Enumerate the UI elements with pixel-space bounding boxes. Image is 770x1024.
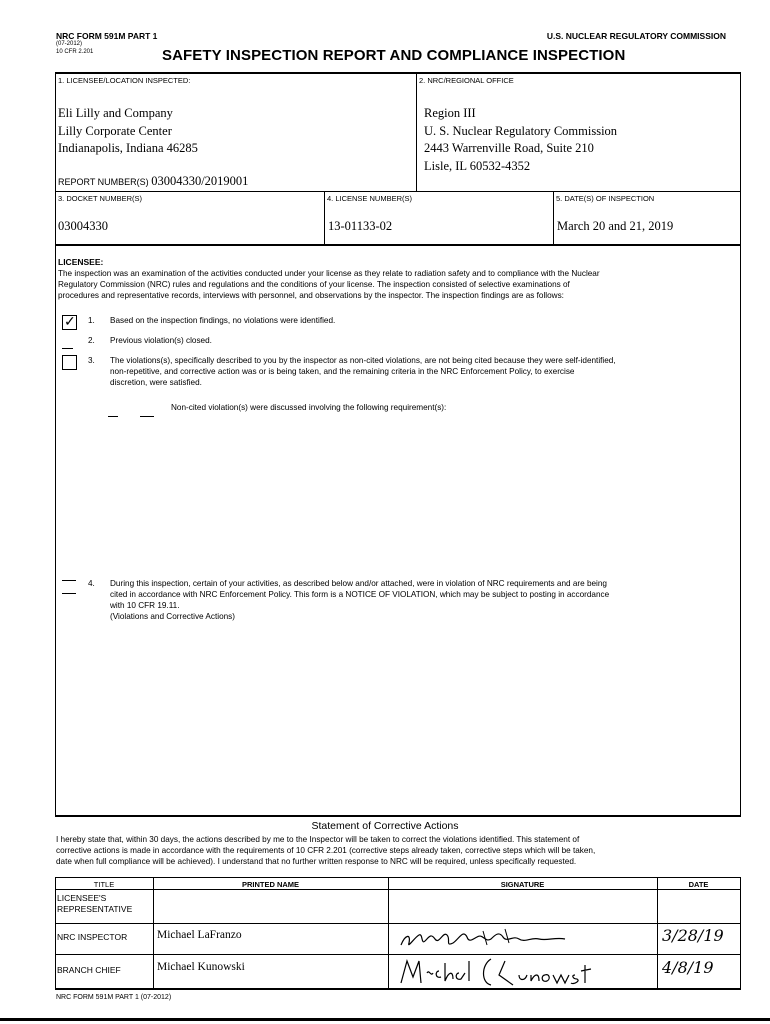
row-title-licensee: LICENSEE'S REPRESENTATIVE xyxy=(57,893,133,914)
regional-line: Lisle, IL 60532-4352 xyxy=(424,158,531,173)
regional-line: U. S. Nuclear Regulatory Commission xyxy=(424,123,618,138)
form-id: NRC FORM 591M PART 1 xyxy=(56,31,158,41)
item3-line: non-repetitive, and corrective action was or is being taken, and the remaining criteria in the NRC Enforcement Policy, to exercise xyxy=(110,367,575,376)
corrective-statement xyxy=(56,834,595,867)
row-title-inspector: NRC INSPECTOR xyxy=(57,932,128,942)
docket-label: 3. DOCKET NUMBER(S) xyxy=(58,194,143,203)
item3-line: The violations(s), specifically described to you by the inspector as non-cited violations, are not being cited because they were self-identified, xyxy=(110,356,616,365)
license-label: 4. LICENSE NUMBER(S) xyxy=(327,194,413,203)
licensee-line: Eli Lilly and Company xyxy=(58,106,173,120)
intro-line: procedures and representative records, interviews with personnel, and observations by the inspector. The inspection findings are as follows: xyxy=(58,291,564,300)
dates-value: March 20 and 21, 2019 xyxy=(557,219,674,233)
item4-line: (Violations and Corrective Actions) xyxy=(110,612,235,621)
item4-checkbox-line[interactable] xyxy=(62,580,76,581)
col-date-header: DATE xyxy=(688,880,709,889)
licensee-line: Lilly Corporate Center xyxy=(58,123,172,138)
regional-line: 2443 Warrenville Road, Suite 210 xyxy=(424,141,594,155)
row-name-branch-chief: Michael Kunowski xyxy=(157,961,245,973)
inspector-signature xyxy=(395,925,595,955)
report-number xyxy=(58,174,248,189)
form-date: (07-2012) xyxy=(56,41,83,47)
row-name-inspector: Michael LaFranzo xyxy=(157,929,242,941)
item4-line: cited in accordance with NRC Enforcement Policy. This form is a NOTICE OF VIOLATION, which may be subject to posting in accordance xyxy=(110,590,610,599)
item2-text: Previous violation(s) closed. xyxy=(110,336,212,345)
regional-line: Region III xyxy=(424,106,476,120)
item2-number: 2. xyxy=(88,336,95,345)
regional-office-label: 2. NRC/REGIONAL OFFICE xyxy=(419,76,514,85)
item2-checkbox-line[interactable] xyxy=(62,348,73,349)
branch-chief-signature xyxy=(395,955,615,989)
corrective-heading: Statement of Corrective Actions xyxy=(311,820,459,832)
item4-number: 4. xyxy=(88,579,95,588)
item3-text xyxy=(110,355,616,388)
intro-line: The inspection was an examination of the activities conducted under your license as they relate to radiation safety and to compliance with the Nuclear xyxy=(58,269,600,278)
licensee-heading: LICENSEE: xyxy=(58,257,104,267)
row-title-branch-chief: BRANCH CHIEF xyxy=(57,965,121,975)
inspection-intro xyxy=(58,268,600,301)
licensee-address xyxy=(58,105,198,158)
licensee-location-label: 1. LICENSEE/LOCATION INSPECTED: xyxy=(58,76,191,85)
item1-checkbox[interactable] xyxy=(62,315,77,330)
item3-line: discretion, were satisfied. xyxy=(110,378,202,387)
non-cited-text: Non-cited violation(s) were discussed involving the following requirement(s): xyxy=(171,403,447,412)
regional-office-address xyxy=(424,105,617,175)
item3-number: 3. xyxy=(88,356,95,365)
intro-line: Regulatory Commission (NRC) rules and regulations and the conditions of your license. The inspection consisted of selective examinations of xyxy=(58,280,570,289)
license-value: 13-01133-02 xyxy=(328,219,393,233)
row-date-inspector: 3/28/19 xyxy=(662,926,724,945)
item1-number: 1. xyxy=(88,316,95,325)
report-number-value: 03004330/2019001 xyxy=(151,174,249,188)
checkmark-icon: ✓ xyxy=(64,315,76,330)
row-date-branch-chief: 4/8/19 xyxy=(662,958,714,977)
corrective-line: corrective actions is made in accordance with the requirements of 10 CFR 2.201 (corrective steps already taken, corrective steps which will be taken, xyxy=(56,846,596,855)
report-number-label: REPORT NUMBER(S) xyxy=(58,177,149,187)
item1-text: Based on the inspection findings, no violations were identified. xyxy=(110,316,336,325)
col-name-header: PRINTED NAME xyxy=(241,880,300,889)
cfr-reference: 10 CFR 2.201 xyxy=(56,49,94,55)
item4-line: with 10 CFR 19.11. xyxy=(110,601,180,610)
col-title-header: TITLE xyxy=(93,880,115,889)
corrective-line: I hereby state that, within 30 days, the actions described by me to the Inspector will be taken to correct the violations identified. This statement of xyxy=(56,835,580,844)
docket-value: 03004330 xyxy=(58,219,108,233)
licensee-line: Indianapolis, Indiana 46285 xyxy=(58,141,198,155)
corrective-line: date when full compliance will be achieved). I understand that no further written response to NRC will be required, unless specifically requested. xyxy=(56,857,577,866)
form-title: SAFETY INSPECTION REPORT AND COMPLIANCE INSPECTION xyxy=(162,47,626,64)
col-signature-header: SIGNATURE xyxy=(500,880,545,889)
agency-name: U.S. NUCLEAR REGULATORY COMMISSION xyxy=(546,31,726,41)
item4-text xyxy=(110,578,609,622)
item4-line: During this inspection, certain of your activities, as described below and/or attached, were in violation of NRC requirements and are being xyxy=(110,579,607,588)
item3-checkbox[interactable] xyxy=(62,355,77,370)
footer-form-id: NRC FORM 591M PART 1 (07-2012) xyxy=(56,994,172,1001)
dates-label: 5. DATE(S) OF INSPECTION xyxy=(556,194,655,203)
